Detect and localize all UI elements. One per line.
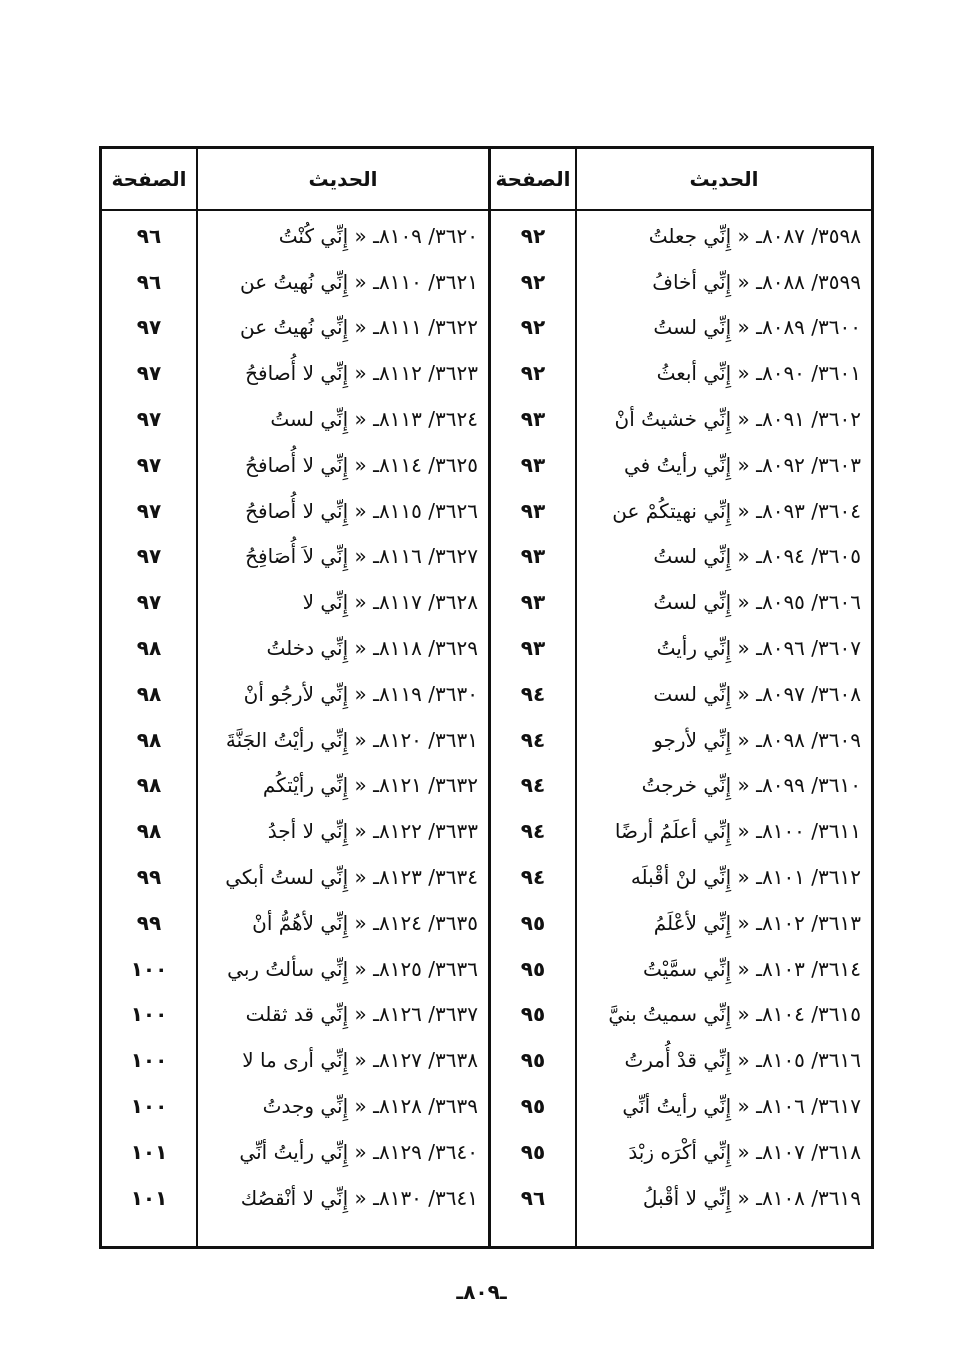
left-hadith-cell: ٣٦٢١/ ٨١١٠ـ « إِنِّي نُهيتُ عن <box>240 269 478 294</box>
right-page-cell: ٩٥ <box>520 1048 546 1073</box>
right-page-cell: ٩٤ <box>520 681 546 706</box>
right-hadith-cell: ٣٦١٧/ ٨١٠٦ـ « إِنِّي رأيتُ أنِّي <box>622 1094 861 1119</box>
table-row <box>102 488 871 534</box>
header-page-right: الصفحة <box>495 167 571 191</box>
left-hadith-cell: ٣٦٢٩/ ٨١١٨ـ « إِنِّي دخلتُ <box>266 636 478 661</box>
left-hadith-cell: ٣٦٢٨/ ٨١١٧ـ « إِنِّي لا <box>302 590 478 615</box>
header-page-left: الصفحة <box>111 167 187 191</box>
left-hadith-cell: ٣٦٢٢/ ٨١١١ـ « إِنِّي نُهيتُ عن <box>240 315 478 340</box>
left-page-cell: ١٠٠ <box>130 1094 168 1119</box>
right-hadith-cell: ٣٦٠٥/ ٨٠٩٤ـ « إِنِّي لستُ <box>653 544 861 569</box>
table-row <box>102 259 871 305</box>
right-hadith-cell: ٣٦١٩/ ٨١٠٨ـ « إِنِّي لا أقْبلُ <box>642 1185 861 1210</box>
right-page-cell: ٩٤ <box>520 865 546 890</box>
table-row <box>102 579 871 625</box>
right-hadith-cell: ٣٦٠٠/ ٨٠٨٩ـ « إِنِّي لستُ <box>653 315 861 340</box>
left-page-cell: ٩٧ <box>136 315 162 340</box>
left-page-cell: ١٠٠ <box>130 1048 168 1073</box>
right-page-cell: ٩٣ <box>520 407 546 432</box>
right-hadith-cell: ٣٦٠٧/ ٨٠٩٦ـ « إِنِّي رأيتُ <box>656 636 861 661</box>
left-page-cell: ٩٨ <box>136 681 162 706</box>
left-hadith-cell: ٣٦٢٠/ ٨١٠٩ـ « إِنِّي كُنْتُ <box>278 223 478 248</box>
left-page-cell: ٩٨ <box>136 773 162 798</box>
table-row <box>102 671 871 717</box>
table-row <box>102 854 871 900</box>
right-hadith-cell: ٣٦١٣/ ٨١٠٢ـ « إِنِّي لأعْلَمُ <box>653 910 861 935</box>
left-page-cell: ٩٩ <box>136 865 162 890</box>
table-row <box>102 442 871 488</box>
right-hadith-cell: ٣٦١٦/ ٨١٠٥ـ « إِنِّي قدْ أُمرتُ <box>624 1048 861 1073</box>
right-hadith-cell: ٣٦٠٦/ ٨٠٩٥ـ « إِنِّي لستُ <box>653 590 861 615</box>
header-divider <box>102 209 871 211</box>
table-row <box>102 946 871 992</box>
left-page-cell: ١٠١ <box>130 1185 168 1210</box>
table-row <box>102 717 871 763</box>
left-hadith-cell: ٣٦٢٥/ ٨١١٤ـ « إِنِّي لا أُصافحُ <box>245 452 478 477</box>
right-page-cell: ٩٥ <box>520 910 546 935</box>
right-hadith-cell: ٣٥٩٩/ ٨٠٨٨ـ « إِنِّي أخافُ <box>652 269 861 294</box>
left-hadith-cell: ٣٦٣٦/ ٨١٢٥ـ « إِنِّي سألتُ ربي <box>227 956 478 981</box>
header-hadith-right: الحديث <box>689 167 759 191</box>
left-page-cell: ٩٨ <box>136 819 162 844</box>
right-page-cell: ٩٥ <box>520 1094 546 1119</box>
right-hadith-cell: ٣٦١٥/ ٨١٠٤ـ « إِنِّي سميتُ بنيَّ <box>608 1002 861 1027</box>
left-hadith-cell: ٣٦٣٧/ ٨١٢٦ـ « إِنِّي قد ثقلت <box>245 1002 478 1027</box>
left-page-cell: ٩٧ <box>136 498 162 523</box>
right-page-cell: ٩٢ <box>520 361 546 386</box>
left-page-cell: ١٠٠ <box>130 956 168 981</box>
right-hadith-cell: ٣٦٠٣/ ٨٠٩٢ـ « إِنِّي رأيتُ في <box>623 452 861 477</box>
left-hadith-cell: ٣٦٤٠/ ٨١٢٩ـ « إِنِّي رأيتُ أنِّي <box>239 1139 478 1164</box>
table-row <box>102 808 871 854</box>
right-hadith-cell: ٣٦١١/ ٨١٠٠ـ « إِنِّي أعلَمُ أرضًا <box>614 819 861 844</box>
right-page-cell: ٩٦ <box>520 1185 546 1210</box>
left-hadith-cell: ٣٦٣١/ ٨١٢٠ـ « إِنِّي رأيْتُ الجَنَّةَ <box>225 727 478 752</box>
left-page-cell: ٩٨ <box>136 727 162 752</box>
left-hadith-cell: ٣٦٣٢/ ٨١٢١ـ « إِنِّي رأيْتكُم <box>262 773 478 798</box>
left-page-cell: ٩٧ <box>136 407 162 432</box>
right-page-cell: ٩٥ <box>520 1002 546 1027</box>
right-page-cell: ٩٣ <box>520 590 546 615</box>
right-hadith-cell: ٣٦٠٤/ ٨٠٩٣ـ « إِنِّي نهيتكُمْ عن <box>612 498 861 523</box>
left-hadith-cell: ٣٦٣٤/ ٨١٢٣ـ « إِنِّي لستُ أبكي <box>225 865 478 890</box>
right-hadith-cell: ٣٥٩٨/ ٨٠٨٧ـ « إِنِّي جعلتُ <box>648 223 861 248</box>
right-page-cell: ٩٥ <box>520 956 546 981</box>
left-hadith-cell: ٣٦٣٥/ ٨١٢٤ـ « إِنِّي لأهُمُّ أنْ <box>252 910 478 935</box>
index-table <box>99 146 874 1249</box>
left-hadith-cell: ٣٦٢٣/ ٨١١٢ـ « إِنِّي لا أُصافحُ <box>245 361 478 386</box>
left-hadith-cell: ٣٦٢٦/ ٨١١٥ـ « إِنِّي لا أُصافحُ <box>245 498 478 523</box>
table-row <box>102 1129 871 1175</box>
right-hadith-cell: ٣٦٠١/ ٨٠٩٠ـ « إِنِّي أبعثُ <box>656 361 861 386</box>
left-page-cell: ٩٨ <box>136 636 162 661</box>
table-row <box>102 1175 871 1221</box>
left-page-cell: ١٠١ <box>130 1139 168 1164</box>
table-row <box>102 305 871 351</box>
table-row <box>102 396 871 442</box>
left-hadith-cell: ٣٦٣٠/ ٨١١٩ـ « إِنِّي لأرجُو أنْ <box>243 681 478 706</box>
left-page-cell: ٩٧ <box>136 452 162 477</box>
right-page-cell: ٩٣ <box>520 544 546 569</box>
right-page-cell: ٩٤ <box>520 727 546 752</box>
left-page-cell: ٩٧ <box>136 544 162 569</box>
table-row <box>102 625 871 671</box>
right-hadith-cell: ٣٦٠٩/ ٨٠٩٨ـ « إِنِّي لأرجو <box>653 727 861 752</box>
header-hadith-left: الحديث <box>308 167 378 191</box>
left-hadith-cell: ٣٦٣٣/ ٨١٢٢ـ « إِنِّي لا أجدُ <box>267 819 478 844</box>
table-row <box>102 992 871 1038</box>
left-page-cell: ١٠٠ <box>130 1002 168 1027</box>
right-hadith-cell: ٣٦١٤/ ٨١٠٣ـ « إِنِّي سمَّيْتُ <box>642 956 861 981</box>
right-hadith-cell: ٣٦٠٢/ ٨٠٩١ـ « إِنِّي خشيتُ أنْ <box>614 407 861 432</box>
right-page-cell: ٩٣ <box>520 636 546 661</box>
table-row <box>102 534 871 580</box>
left-hadith-cell: ٣٦٣٨/ ٨١٢٧ـ « إِنِّي أرى ما لا <box>242 1048 478 1073</box>
right-page-cell: ٩٣ <box>520 498 546 523</box>
right-hadith-cell: ٣٦١٠/ ٨٠٩٩ـ « إِنِّي خرجتُ <box>641 773 861 798</box>
page-number: ـ٨٠٩ـ <box>456 1280 507 1304</box>
left-hadith-cell: ٣٦٢٧/ ٨١١٦ـ « إِنِّي لاَ أُصَافِحُ <box>245 544 478 569</box>
table-row <box>102 213 871 259</box>
left-page-cell: ٩٦ <box>136 223 162 248</box>
table-row <box>102 1083 871 1129</box>
right-hadith-cell: ٣٦١٨/ ٨١٠٧ـ « إِنِّي أكْرَه زبْدَ <box>628 1139 861 1164</box>
left-hadith-cell: ٣٦٣٩/ ٨١٢٨ـ « إِنِّي وجدتُ <box>262 1094 478 1119</box>
right-page-cell: ٩٢ <box>520 315 546 340</box>
right-page-cell: ٩٢ <box>520 269 546 294</box>
right-page-cell: ٩٤ <box>520 819 546 844</box>
right-page-cell: ٩٣ <box>520 452 546 477</box>
left-hadith-cell: ٣٦٤١/ ٨١٣٠ـ « إِنِّي لا أنْقصُك <box>240 1185 478 1210</box>
left-hadith-cell: ٣٦٢٤/ ٨١١٣ـ « إِنِّي لستُ <box>270 407 478 432</box>
table-row <box>102 900 871 946</box>
left-page-cell: ٩٦ <box>136 269 162 294</box>
right-hadith-cell: ٣٦١٢/ ٨١٠١ـ « إِنِّي لنْ أقْبلَه <box>630 865 861 890</box>
right-page-cell: ٩٤ <box>520 773 546 798</box>
table-row <box>102 763 871 809</box>
table-row <box>102 350 871 396</box>
left-page-cell: ٩٧ <box>136 361 162 386</box>
left-page-cell: ٩٩ <box>136 910 162 935</box>
left-page-cell: ٩٧ <box>136 590 162 615</box>
right-page-cell: ٩٢ <box>520 223 546 248</box>
right-page-cell: ٩٥ <box>520 1139 546 1164</box>
table-row <box>102 1037 871 1083</box>
right-hadith-cell: ٣٦٠٨/ ٨٠٩٧ـ « إِنِّي لست <box>653 681 861 706</box>
